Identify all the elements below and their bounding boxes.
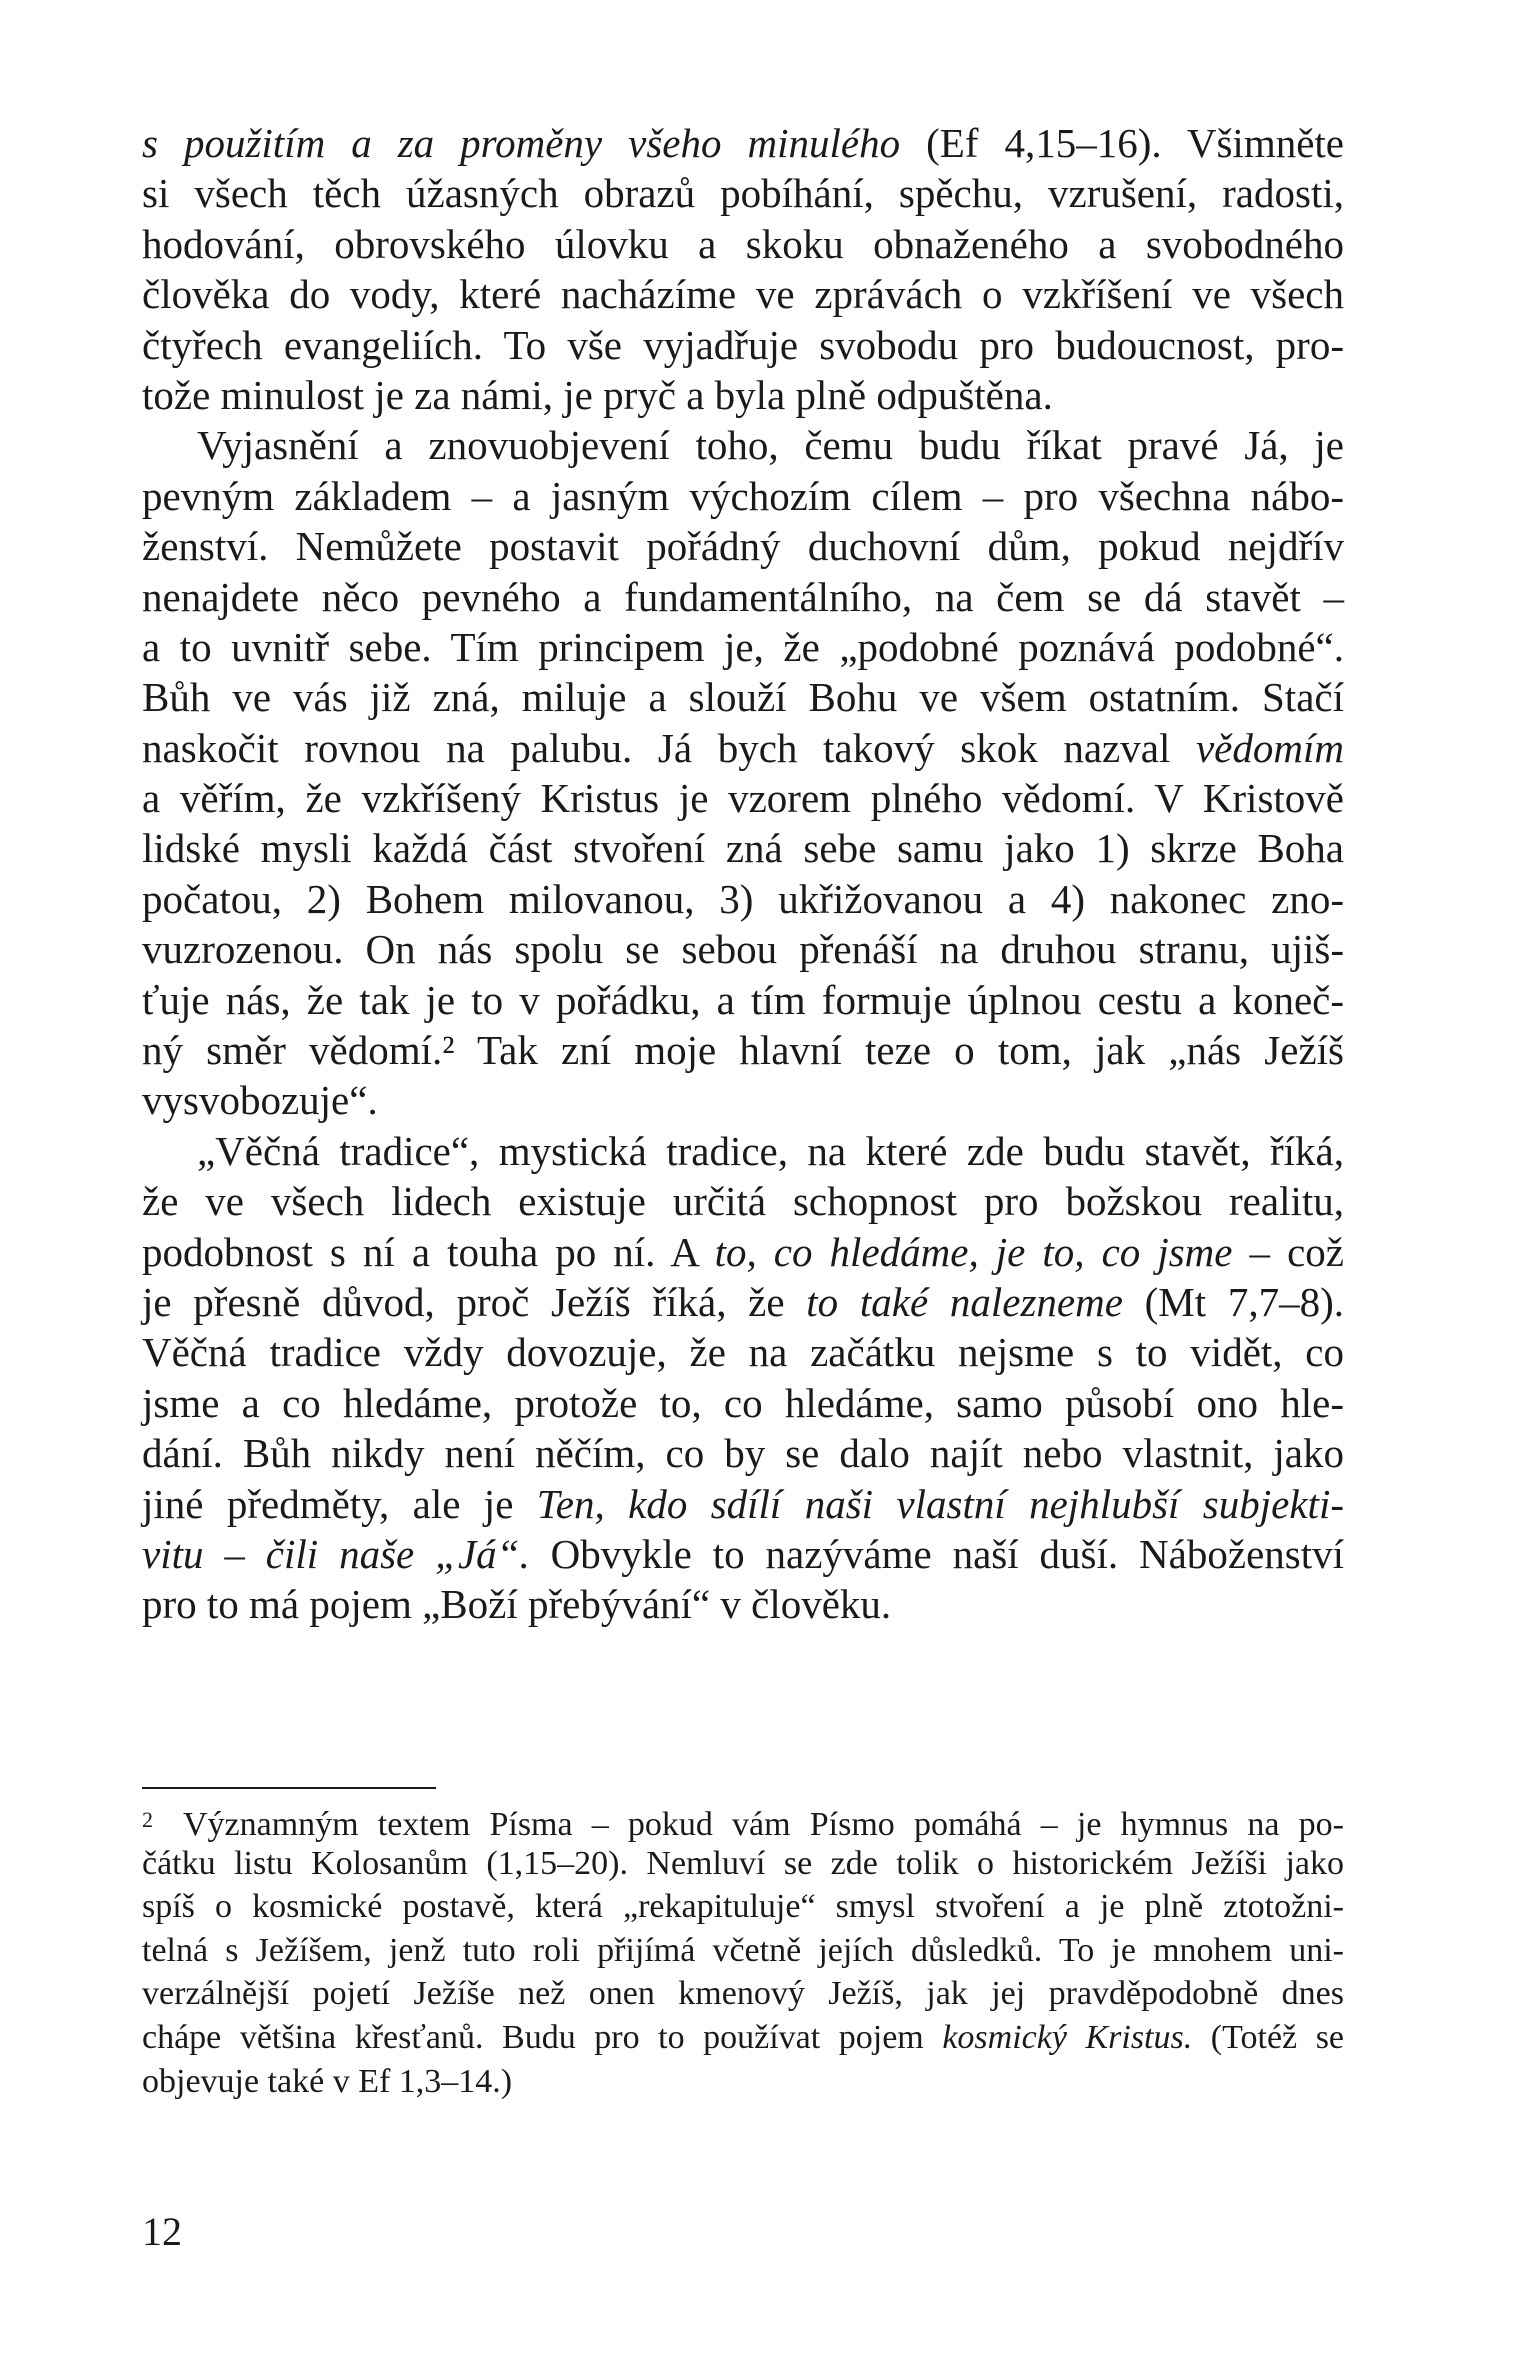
text-line: [142, 269, 1344, 319]
text-segment: a věřím, že vzkříšený Kristus je vzorem plného vědomí. V Kristově: [142, 775, 1344, 822]
text-segment: ženství. Nemůžete postavit pořádný duchovní dům, pokud nejdřív: [142, 523, 1344, 570]
text-segment: čtyřech evangeliích. To vše vyjadřuje svobodu pro budoucnost, pro-: [142, 321, 1344, 368]
text-line: [142, 521, 1344, 571]
text-line: [142, 1025, 1344, 1075]
text-line: [142, 1176, 1344, 1226]
text-segment: Významným textem Písma – pokud vám Písmo pomáhá – je hymnus na po-: [183, 1806, 1344, 1843]
text-segment: počatou, 2) Bohem milovanou, 3) ukřižovanou a 4) nakonec zno-: [142, 875, 1344, 922]
text-line: [142, 1972, 1344, 2016]
text-line: [142, 1075, 1344, 1125]
italic-text: kosmický Kristus.: [942, 2018, 1193, 2056]
text-segment: verzálnější pojetí Ježíše než onen kmenový Ježíš, jak jej pravděpodobně dnes: [142, 1975, 1344, 2013]
text-segment: že ve všech lidech existuje určitá schopnost pro božskou realitu,: [142, 1178, 1344, 1225]
text-segment: nenajdete něco pevného a fundamentálního, na čem se dá stavět –: [142, 573, 1344, 620]
text-line: [142, 1479, 1344, 1529]
footnote-number: 2: [142, 1807, 153, 1832]
text-line: [142, 823, 1344, 873]
footnotes: [142, 1798, 1344, 2103]
text-line: [142, 168, 1344, 218]
italic-text: to také nalezneme: [806, 1278, 1123, 1325]
text-segment: (Totéž se: [1192, 2018, 1345, 2056]
footnote-separator: [142, 1787, 436, 1789]
italic-text: Ten, kdo sdílí naši vlastní nejhlubší subjekti-: [536, 1480, 1344, 1527]
text-segment: – což: [1232, 1228, 1344, 1275]
text-line: [142, 420, 1344, 470]
text-segment: lidské mysli každá část stvoření zná sebe samu jako 1) skrze Boha: [142, 825, 1344, 872]
text-line: [142, 1842, 1344, 1886]
text-line: [142, 1579, 1344, 1629]
text-segment: čátku listu Kolosanům (1,15–20). Nemluví se zde tolik o historickém Ježíši jako: [142, 1844, 1344, 1882]
text-line: [142, 2060, 1344, 2104]
text-segment: „Věčná tradice“, mystická tradice, na které zde budu stavět, říká,: [197, 1127, 1344, 1174]
text-line: [142, 975, 1344, 1025]
text-line: [142, 622, 1344, 672]
text-line: [142, 2016, 1344, 2060]
text-segment: dání. Bůh nikdy není něčím, co by se dalo najít nebo vlastnit, jako: [142, 1430, 1344, 1477]
text-segment: telná s Ježíšem, jenž tuto roli přijímá včetně jejích důsledků. To je mnohem uni-: [142, 1931, 1344, 1969]
text-line: [142, 723, 1344, 773]
text-segment: ný směr vědomí.² Tak zní moje hlavní teze o tom, jak „nás Ježíš: [142, 1027, 1344, 1074]
text-line: [142, 1277, 1344, 1327]
text-segment: hodování, obrovského úlovku a skoku obnaženého a svobodného: [142, 220, 1344, 267]
text-segment: chápe většina křesťanů. Budu pro to používat pojem: [142, 2018, 943, 2056]
text-segment: naskočit rovnou na palubu. Já bych takový skok nazval: [142, 724, 1196, 771]
text-line: [142, 1929, 1344, 1973]
text-segment: (Ef 4,15–16). Všimněte: [900, 120, 1344, 166]
text-line: [142, 1798, 1344, 1842]
text-segment: je přesně důvod, proč Ježíš říká, že: [142, 1278, 807, 1325]
text-segment: člověka do vody, které nacházíme ve zprávách o vzkříšení ve všech: [142, 271, 1344, 318]
text-segment: vysvobozuje“.: [142, 1077, 378, 1124]
text-segment: a to uvnitř sebe. Tím principem je, že „podobné poznává podobné“.: [142, 623, 1344, 670]
text-segment: tože minulost je za námi, je pryč a byla plně odpuštěna.: [142, 371, 1053, 418]
text-line: [142, 874, 1344, 924]
page-number: 12: [142, 2209, 182, 2254]
text-line: [142, 572, 1344, 622]
italic-text: to, co hledáme, je to, co jsme: [714, 1228, 1233, 1275]
text-segment: podobnost s ní a touha po ní. A: [142, 1228, 715, 1275]
text-segment: objevuje také v Ef 1,3–14.): [142, 2062, 513, 2100]
text-segment: si všech těch úžasných obrazů pobíhání, spěchu, vzrušení, radosti,: [142, 170, 1344, 217]
italic-text: vědomím: [1195, 724, 1344, 771]
text-segment: Bůh ve vás již zná, miluje a slouží Bohu ve všem ostatním. Stačí: [142, 674, 1344, 721]
text-line: [142, 773, 1344, 823]
text-line: [142, 320, 1344, 370]
text-segment: pevným základem – a jasným výchozím cílem – pro všechna nábo-: [142, 472, 1344, 519]
text-line: [142, 1126, 1344, 1176]
text-segment: Věčná tradice vždy dovozuje, že na začátku nejsme s to vidět, co: [142, 1329, 1344, 1376]
text-line: [142, 370, 1344, 420]
text-segment: jiné předměty, ale je: [142, 1480, 537, 1527]
text-line: [142, 219, 1344, 269]
italic-text: s použitím a za proměny všeho minulého: [142, 120, 901, 166]
text-segment: ťuje nás, že tak je to v pořádku, a tím formuje úplnou cestu a koneč-: [142, 976, 1344, 1023]
text-line: [142, 672, 1344, 722]
text-line: [142, 1428, 1344, 1478]
text-segment: pro to má pojem „Boží přebývání“ v člověku.: [142, 1581, 892, 1628]
text-line: [142, 118, 1344, 168]
text-segment: spíš o kosmické postavě, která „rekapituluje“ smysl stvoření a je plně ztotožni-: [142, 1888, 1344, 1926]
text-line: [142, 1529, 1344, 1579]
text-segment: jsme a co hledáme, protože to, co hledáme, samo působí ono hle-: [142, 1379, 1344, 1426]
text-line: [142, 924, 1344, 974]
text-line: [142, 1327, 1344, 1377]
text-segment: Vyjasnění a znovuobjevení toho, čemu budu říkat pravé Já, je: [197, 422, 1344, 469]
text-line: [142, 1885, 1344, 1929]
text-segment: (Mt 7,7–8).: [1122, 1278, 1344, 1325]
text-line: [142, 1378, 1344, 1428]
text-segment: Obvykle to nazýváme naší duší. Náboženství: [529, 1530, 1345, 1577]
text-line: [142, 1227, 1344, 1277]
text-line: [142, 471, 1344, 521]
italic-text: vitu – čili naše „Já“.: [142, 1530, 530, 1577]
body-text: [142, 118, 1344, 1630]
text-segment: vuzrozenou. On nás spolu se sebou přenáší na druhou stranu, ujiš-: [142, 926, 1344, 973]
